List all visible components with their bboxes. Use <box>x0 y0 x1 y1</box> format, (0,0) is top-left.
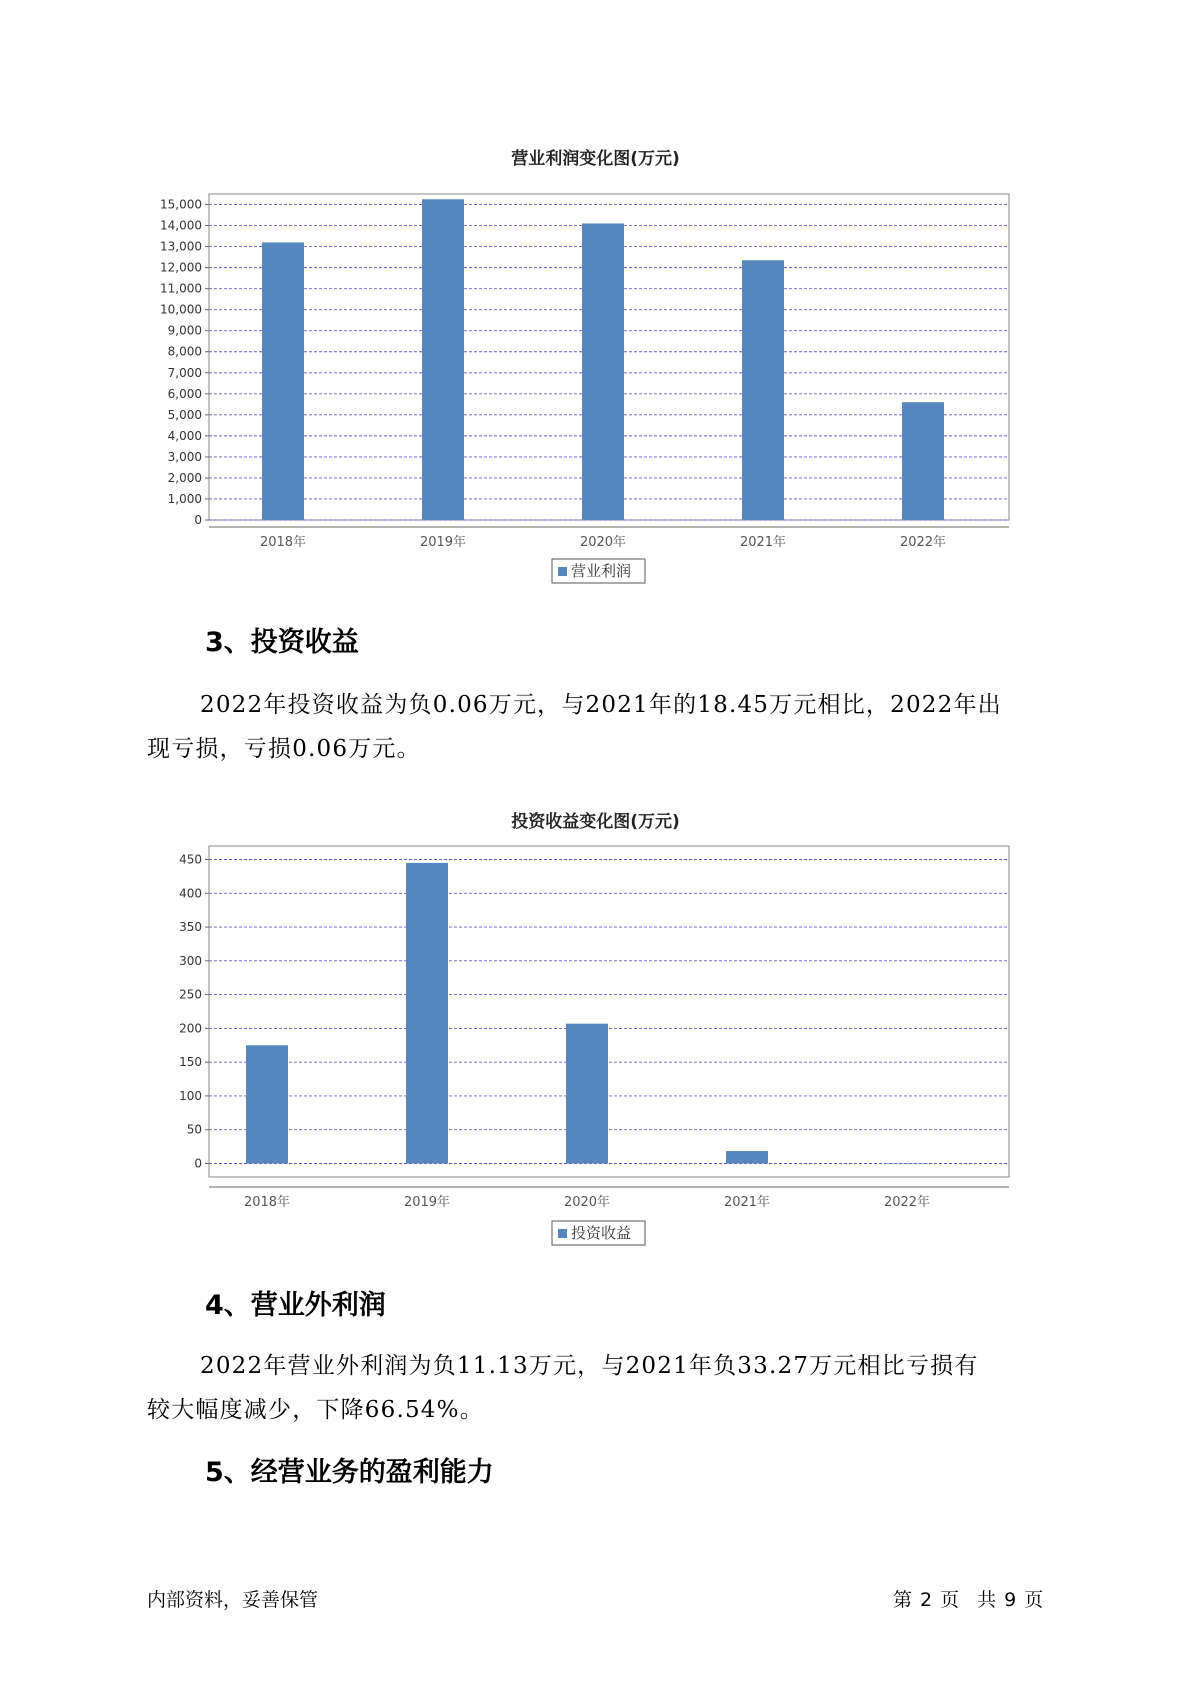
footer-confidential: 内部资料，妥善保管 <box>147 1589 319 1611</box>
y-tick-label: 350 <box>179 920 202 935</box>
y-tick-label: 0 <box>194 1156 202 1171</box>
bar <box>886 1163 928 1164</box>
section-3-heading: 3、投资收益 <box>205 627 359 658</box>
x-tick-label: 2022年 <box>883 1195 931 1210</box>
current-page: 2 <box>920 1589 933 1611</box>
y-tick-label: 6,000 <box>167 386 202 401</box>
y-tick-label: 50 <box>186 1122 202 1137</box>
y-tick-label: 200 <box>179 1021 202 1036</box>
x-tick-label: 2022年 <box>899 535 947 550</box>
total-prefix: 共 <box>977 1589 997 1611</box>
y-tick-label: 14,000 <box>160 218 202 233</box>
y-tick-label: 13,000 <box>160 239 202 254</box>
page-mid: 页 <box>940 1589 960 1611</box>
y-tick-label: 12,000 <box>160 260 202 275</box>
bar <box>246 1045 288 1163</box>
section-4-line-2: 较大幅度减少，下降66.54%。 <box>147 1397 484 1423</box>
y-tick-label: 450 <box>179 852 202 867</box>
y-tick-label: 15,000 <box>160 197 202 212</box>
y-tick-label: 250 <box>179 987 202 1002</box>
x-tick-label: 2018年 <box>259 535 307 550</box>
y-tick-label: 1,000 <box>167 491 202 506</box>
bar <box>902 402 944 520</box>
x-tick-label: 2021年 <box>739 535 787 550</box>
y-tick-label: 11,000 <box>160 281 202 296</box>
x-tick-label: 2019年 <box>419 535 467 550</box>
x-tick-label: 2019年 <box>403 1195 451 1210</box>
x-tick-label: 2020年 <box>579 535 627 550</box>
y-tick-label: 3,000 <box>167 449 202 464</box>
section-3-paragraph <box>147 683 1067 771</box>
chart2-title: 投资收益变化图(万元) <box>511 812 680 832</box>
y-tick-label: 150 <box>179 1055 202 1070</box>
section-3-line-1: 2022年投资收益为负0.06万元，与2021年的18.45万元相比，2022年出 <box>200 692 1002 718</box>
section-5-heading: 5、经营业务的盈利能力 <box>205 1457 494 1488</box>
legend-swatch <box>558 567 567 576</box>
x-tick-label: 2018年 <box>243 1195 291 1210</box>
y-tick-label: 5,000 <box>167 407 202 422</box>
section-3-line-2: 现亏损，亏损0.06万元。 <box>147 736 421 762</box>
x-tick-label: 2021年 <box>723 1195 771 1210</box>
legend-swatch <box>558 1229 567 1238</box>
legend-label: 投资收益 <box>571 1224 632 1242</box>
y-tick-label: 400 <box>179 886 202 901</box>
y-tick-label: 100 <box>179 1088 202 1103</box>
y-tick-label: 300 <box>179 953 202 968</box>
y-tick-label: 10,000 <box>160 302 202 317</box>
y-tick-label: 8,000 <box>167 344 202 359</box>
x-tick-label: 2020年 <box>563 1195 611 1210</box>
bar <box>582 223 624 520</box>
plot-area <box>209 846 1009 1177</box>
total-pages: 9 <box>1004 1589 1017 1611</box>
investment-income-chart <box>0 840 1191 1260</box>
legend-label: 营业利润 <box>571 562 632 580</box>
y-tick-label: 4,000 <box>167 428 202 443</box>
bar <box>422 199 464 520</box>
chart1-title: 营业利润变化图(万元) <box>511 149 680 169</box>
section-4-line-1: 2022年营业外利润为负11.13万元，与2021年负33.27万元相比亏损有 <box>200 1353 979 1379</box>
page-number <box>893 1585 1051 1612</box>
bar <box>406 863 448 1164</box>
bar <box>566 1024 608 1164</box>
section-4-heading: 4、营业外利润 <box>205 1290 386 1321</box>
page-prefix: 第 <box>893 1589 913 1611</box>
bar <box>742 260 784 520</box>
section-4-paragraph <box>147 1344 1067 1432</box>
total-suffix: 页 <box>1024 1589 1044 1611</box>
bar <box>726 1151 768 1163</box>
y-tick-label: 0 <box>194 513 202 527</box>
y-tick-label: 9,000 <box>167 323 202 338</box>
operating-profit-chart <box>0 185 1191 625</box>
bar <box>262 242 304 520</box>
y-tick-label: 7,000 <box>167 365 202 380</box>
y-tick-label: 2,000 <box>167 470 202 485</box>
